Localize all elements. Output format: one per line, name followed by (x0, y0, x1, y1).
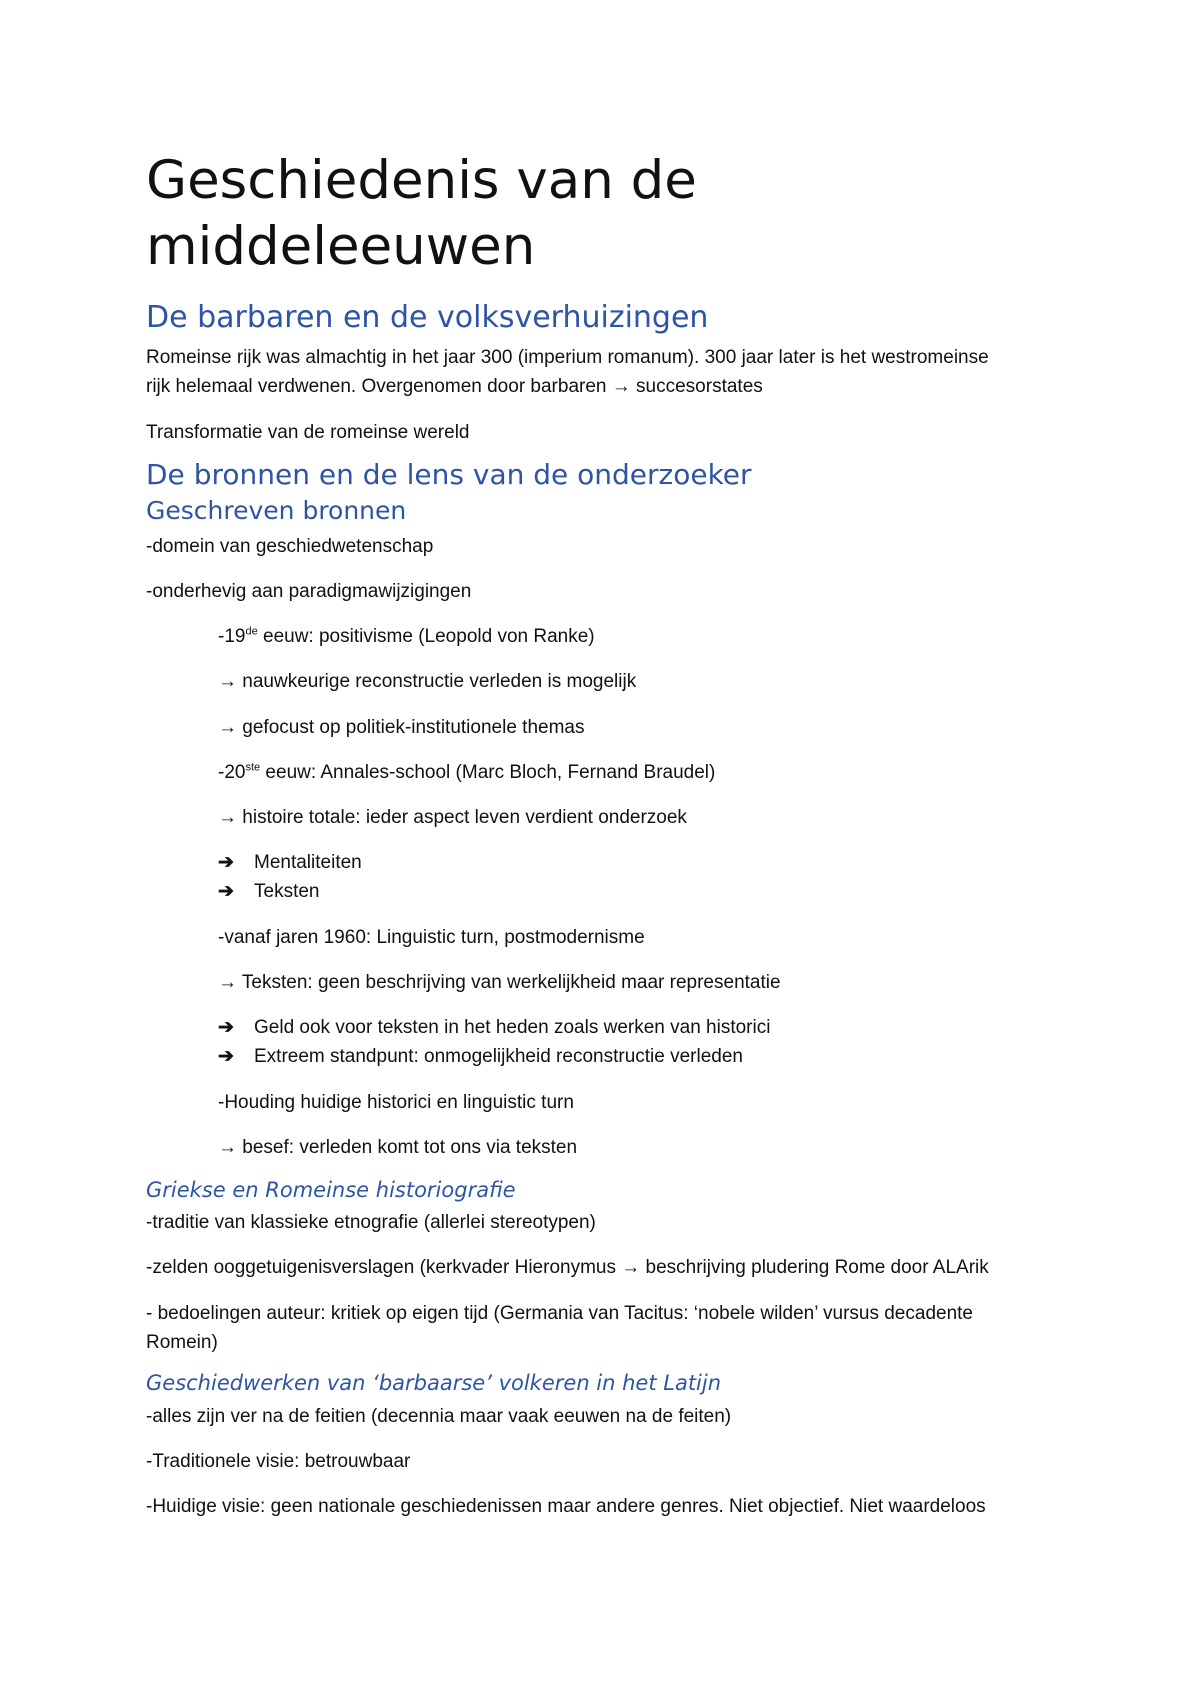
paragraph-transformatie: Transformatie van de romeinse wereld (146, 422, 470, 443)
bullet-extreem-text: Extreem standpunt: onmogelijkheid reconstructie verleden (254, 1046, 743, 1067)
heading-geschiedwerken: Geschiedwerken van ‘barbaarse’ volkeren in het Latijn (146, 1371, 722, 1395)
line-bedoelingen-1: - bedoelingen auteur: kritiek op eigen tijd (Germania van Tacitus: ‘nobele wilden’ vursus decadente (146, 1303, 973, 1324)
title-line-1: Geschiedenis van de (146, 150, 697, 211)
bold-right-arrow-icon: ➔ (218, 1046, 234, 1067)
line-ooggetuigen: -zelden ooggetuigenisverslagen (kerkvader Hieronymus → beschrijving pludering Rome door ALArik (146, 1257, 989, 1278)
line-politiek: → gefocust op politiek-institutionele themas (218, 717, 585, 738)
bold-right-arrow-icon: ➔ (218, 1017, 234, 1038)
line-linguistic-turn: -vanaf jaren 1960: Linguistic turn, postmodernisme (218, 927, 645, 948)
paragraph-romeinse-rijk-1: Romeinse rijk was almachtig in het jaar 300 (imperium romanum). 300 jaar later is het westromeinse (146, 347, 989, 368)
line-20ste-pre: -20 (218, 762, 246, 783)
bullet-geld-ook-text: Geld ook voor teksten in het heden zoals werken van historici (254, 1017, 771, 1038)
document-title (146, 148, 697, 280)
line-representatie: → Teksten: geen beschrijving van werkelijkheid maar representatie (218, 972, 781, 993)
line-besef: → besef: verleden komt tot ons via teksten (218, 1137, 578, 1158)
heading-griekse-romeinse: Griekse en Romeinse historiografie (146, 1178, 516, 1202)
line-19de-sup: de (245, 625, 258, 638)
line-20ste-post: eeuw: Annales-school (Marc Bloch, Fernand Braudel) (260, 762, 716, 783)
bullet-teksten-text: Teksten (254, 881, 320, 902)
line-etnografie: -traditie van klassieke etnografie (allerlei stereotypen) (146, 1212, 596, 1233)
line-ver-na-feiten: -alles zijn ver na de feitien (decennia maar vaak eeuwen na de feiten) (146, 1406, 732, 1427)
line-bedoelingen-2: Romein) (146, 1332, 218, 1353)
line-domein: -domein van geschiedwetenschap (146, 536, 434, 557)
bullet-teksten (218, 877, 319, 906)
line-reconstructie: → nauwkeurige reconstructie verleden is mogelijk (218, 671, 637, 692)
bold-right-arrow-icon: ➔ (218, 852, 234, 873)
line-traditionele-visie: -Traditionele visie: betrouwbaar (146, 1451, 411, 1472)
line-19de-pre: -19 (218, 626, 246, 647)
heading-bronnen: De bronnen en de lens van de onderzoeker (146, 458, 752, 491)
bullet-mentaliteiten (218, 848, 362, 877)
heading-geschreven-bronnen: Geschreven bronnen (146, 496, 407, 525)
line-histoire-totale: → histoire totale: ieder aspect leven verdient onderzoek (218, 807, 687, 828)
bullet-extreem (218, 1042, 743, 1071)
bold-right-arrow-icon: ➔ (218, 881, 234, 902)
bullet-mentaliteiten-text: Mentaliteiten (254, 852, 362, 873)
line-20ste-eeuw (218, 758, 715, 787)
bullet-geld-ook (218, 1013, 770, 1042)
line-houding: -Houding huidige historici en linguistic turn (218, 1092, 574, 1113)
line-19de-eeuw (218, 622, 595, 651)
paragraph-romeinse-rijk-2: rijk helemaal verdwenen. Overgenomen door barbaren → succesorstates (146, 376, 763, 397)
line-paradigma: -onderhevig aan paradigmawijzigingen (146, 581, 472, 602)
title-line-2: middeleeuwen (146, 216, 536, 277)
heading-barbaren: De barbaren en de volksverhuizingen (146, 300, 709, 335)
line-19de-post: eeuw: positivisme (Leopold von Ranke) (257, 626, 595, 647)
line-20ste-sup: ste (245, 761, 261, 774)
line-huidige-visie: -Huidige visie: geen nationale geschiedenissen maar andere genres. Niet objectief. Niet waardeloos (146, 1496, 986, 1517)
